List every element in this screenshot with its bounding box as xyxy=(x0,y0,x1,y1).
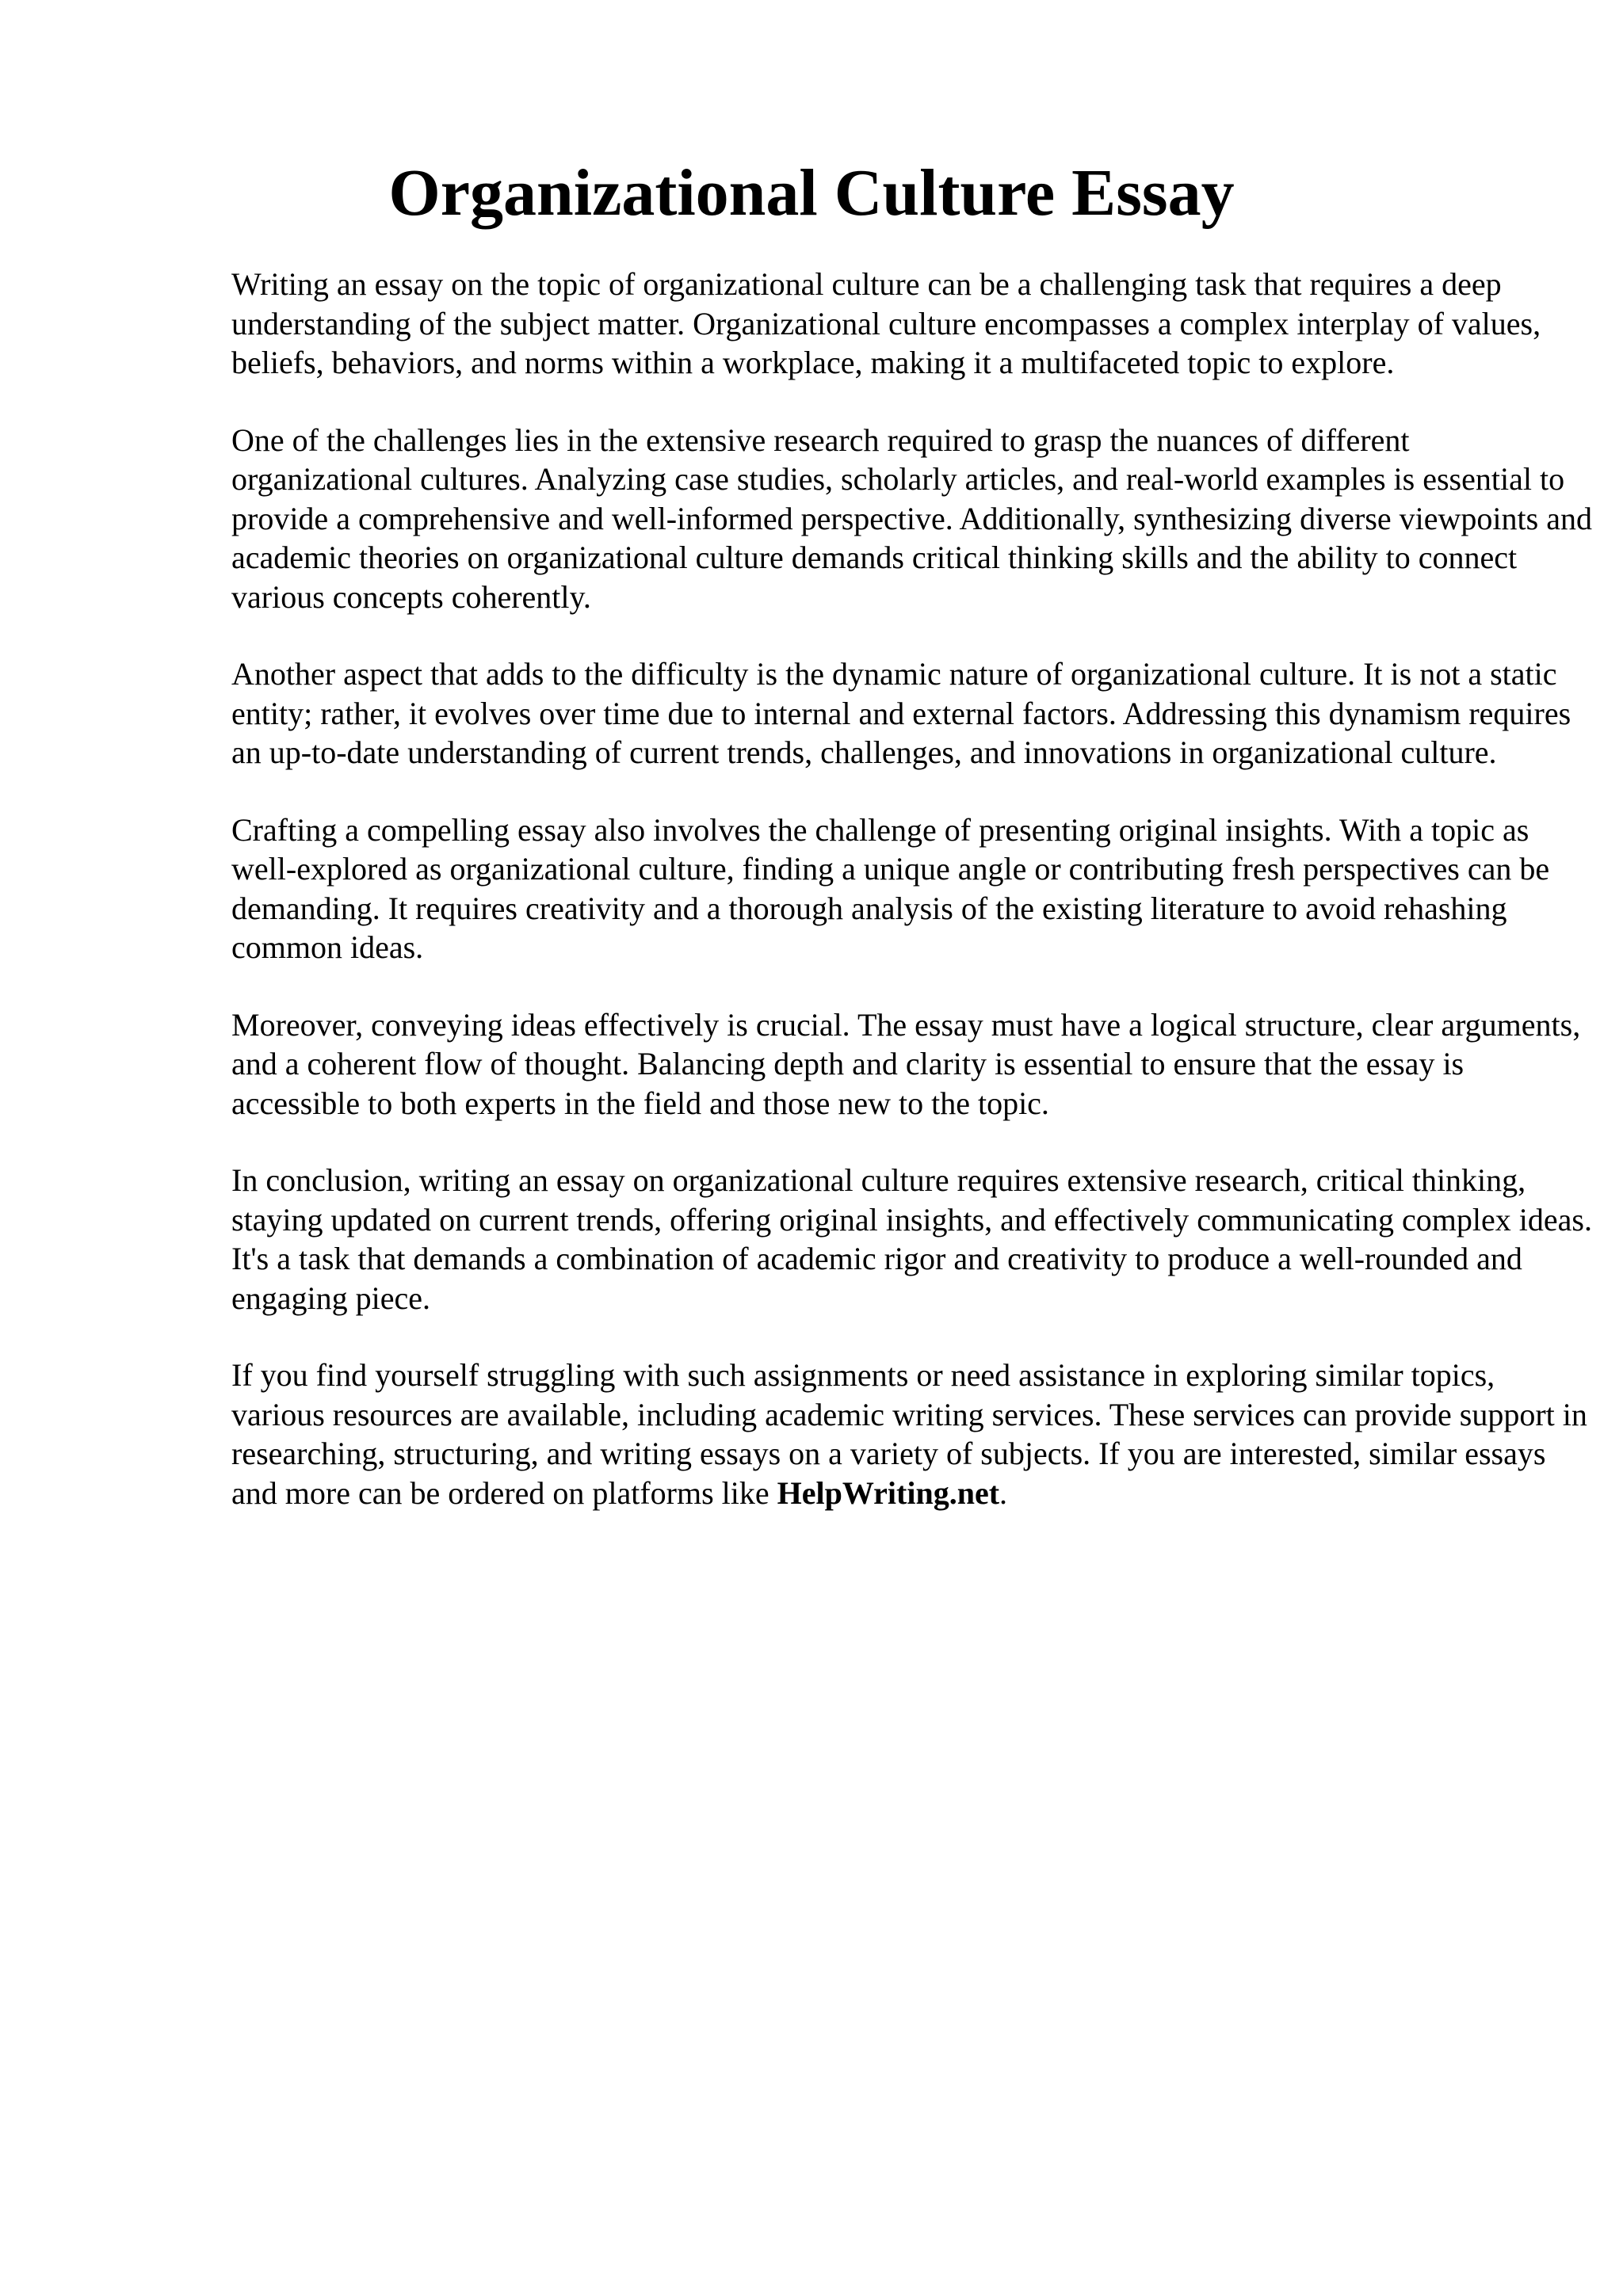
closing-text: If you find yourself struggling with such assignments or need assistance in exploring similar topics, various resources are available, including academic writing services. These services can provide support in researching, structuring, and writing essays on a variety of subjects. If you are interested, similar essays and more can be ordered on platforms like xyxy=(231,1357,1587,1511)
paragraph: One of the challenges lies in the extensive research required to grasp the nuances of different organizational cultures. Analyzing case studies, scholarly articles, and real-world examples is essential to provide a comprehensive and well-informed perspective. Additionally, synthesizing diverse viewpoints and academic theories on organizational culture demands critical thinking skills and the ability to connect various concepts coherently. xyxy=(231,421,1592,615)
page-title: Organizational Culture Essay xyxy=(388,156,1235,230)
paragraph: Crafting a compelling essay also involves the challenge of presenting original insights. With a topic as well-explored as organizational culture, finding a unique angle or contributing fresh perspectives can be demanding. It requires creativity and a thorough analysis of the existing literature to avoid rehashing common ideas. xyxy=(231,811,1550,965)
closing-period: . xyxy=(999,1474,1008,1511)
paragraph: Writing an essay on the topic of organizational culture can be a challenging task that requires a deep understanding of the subject matter. Organizational culture encompasses a complex interplay of values, beliefs, behaviors, and norms within a workplace, making it a multifaceted topic to explore. xyxy=(231,266,1541,380)
paragraph: In conclusion, writing an essay on organizational culture requires extensive research, critical thinking, staying updated on current trends, offering original insights, and effectively communicating complex ideas. It's a task that demands a combination of academic rigor and creativity to produce a well-rounded and engaging piece. xyxy=(231,1162,1592,1316)
paragraph: Another aspect that adds to the difficulty is the dynamic nature of organizational culture. It is not a static entity; rather, it evolves over time due to internal and external factors. Addressing this dynamism requires an up-to-date understanding of current trends, challenges, and innovations in organizational culture. xyxy=(231,656,1571,770)
brand-link[interactable]: HelpWriting.net xyxy=(777,1474,1000,1511)
essay-body xyxy=(231,265,1594,1550)
closing-paragraph xyxy=(231,1356,1594,1512)
paragraph: Moreover, conveying ideas effectively is crucial. The essay must have a logical structure, clear arguments, and a coherent flow of thought. Balancing depth and clarity is essential to ensure that the essay is accessible to both experts in the field and those new to the topic. xyxy=(231,1006,1581,1121)
